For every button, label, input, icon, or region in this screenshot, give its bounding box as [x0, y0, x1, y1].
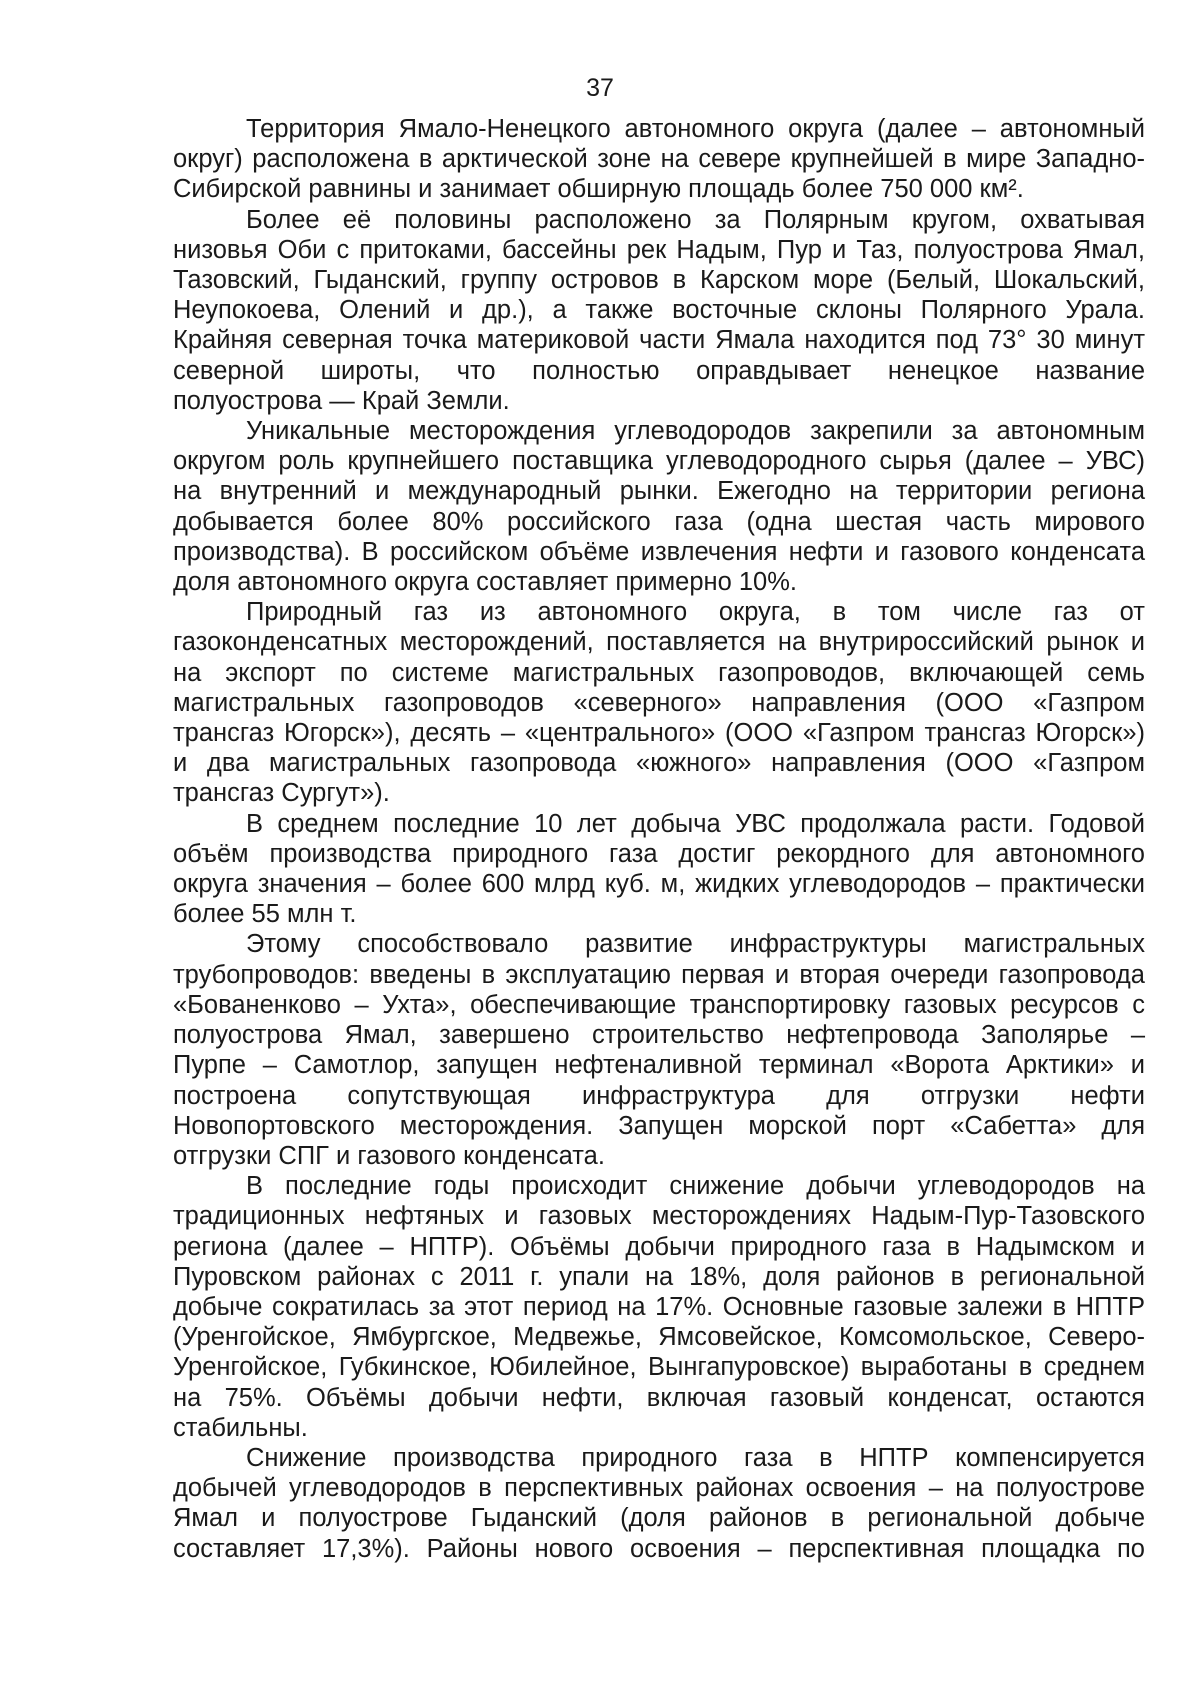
- text-line: традиционных нефтяных и газовых месторождениях Надым-Пур-Тазовского: [173, 1202, 1145, 1231]
- text-line: построена сопутствующая инфраструктура для отгрузки нефти: [173, 1081, 1145, 1110]
- text-line: отгрузки СПГ и газового конденсата.: [173, 1141, 605, 1170]
- paragraph: [173, 597, 1145, 808]
- text-line: Сибирской равнины и занимает обширную площадь более 750 000 км².: [173, 175, 1024, 204]
- text-line: округа значения – более 600 млрд куб. м, жидких углеводородов – практически: [173, 870, 1145, 899]
- paragraph: [173, 114, 1145, 205]
- text-line: трансгаз Сургут»).: [173, 779, 390, 808]
- text-line: трансгаз Югорск»), десять – «центрального» (ООО «Газпром трансгаз Югорск»): [173, 719, 1145, 748]
- text-line: Территория Ямало-Ненецкого автономного округа (далее – автономный: [246, 115, 1145, 143]
- text-line: добывается более 80% российского газа (одна шестая часть мирового: [173, 507, 1145, 536]
- text-line: полуострова — Край Земли.: [173, 386, 510, 415]
- text-line: Неупокоева, Олений и др.), а также восточные склоны Полярного Урала.: [173, 296, 1145, 325]
- document-body: [173, 114, 1145, 1564]
- text-line: региона (далее – НПТР). Объёмы добычи природного газа в Надымском и: [173, 1232, 1145, 1261]
- text-line: (Уренгойское, Ямбургское, Медвежье, Ямсовейское, Комсомольское, Северо-: [173, 1323, 1145, 1352]
- text-line: газоконденсатных месторождений, поставляется на внутрироссийский рынок и: [173, 628, 1145, 657]
- paragraph: [173, 416, 1145, 597]
- text-line: Этому способствовало развитие инфраструктуры магистральных: [246, 930, 1145, 959]
- text-line: В последние годы происходит снижение добычи углеводородов на: [246, 1172, 1145, 1201]
- text-line: Уникальные месторождения углеводородов закрепили за автономным: [246, 417, 1145, 446]
- text-line: Более её половины расположено за Полярным кругом, охватывая: [246, 205, 1145, 234]
- text-line: и два магистральных газопровода «южного» направления (ООО «Газпром: [173, 749, 1145, 778]
- text-line: добычей углеводородов в перспективных районах освоения – на полуострове: [173, 1474, 1145, 1503]
- paragraph: [173, 1443, 1145, 1564]
- text-line: добыче сократилась за этот период на 17%. Основные газовые залежи в НПТР: [173, 1292, 1145, 1321]
- text-line: северной широты, что полностью оправдывает ненецкое название: [173, 356, 1145, 385]
- text-line: доля автономного округа составляет примерно 10%.: [173, 568, 797, 597]
- text-line: на экспорт по системе магистральных газопроводов, включающей семь: [173, 658, 1145, 687]
- text-line: трубопроводов: введены в эксплуатацию первая и вторая очереди газопровода: [173, 960, 1145, 989]
- text-line: Уренгойское, Губкинское, Юбилейное, Вынгапуровское) выработаны в среднем: [173, 1353, 1145, 1382]
- text-line: В среднем последние 10 лет добыча УВС продолжала расти. Годовой: [246, 809, 1145, 838]
- text-line: округом роль крупнейшего поставщика углеводородного сырья (далее – УВС): [173, 447, 1145, 476]
- text-line: объём производства природного газа достиг рекордного для автономного: [173, 839, 1145, 868]
- text-line: Ямал и полуострове Гыданский (доля районов в региональной добыче: [173, 1504, 1145, 1533]
- text-line: более 55 млн т.: [173, 900, 357, 929]
- text-line: Новопортовского месторождения. Запущен морской порт «Сабетта» для: [173, 1111, 1145, 1140]
- text-line: на внутренний и международный рынки. Ежегодно на территории региона: [173, 477, 1145, 506]
- text-line: «Бованенково – Ухта», обеспечивающие транспортировку газовых ресурсов с: [173, 990, 1145, 1019]
- text-line: Природный газ из автономного округа, в том числе газ от: [246, 598, 1145, 627]
- page-number: 37: [586, 74, 614, 102]
- text-line: производства). В российском объёме извлечения нефти и газового конденсата: [173, 537, 1145, 566]
- text-line: Пурпе – Самотлор, запущен нефтеналивной терминал «Ворота Арктики» и: [173, 1051, 1145, 1080]
- paragraph: [173, 929, 1145, 1171]
- text-line: Снижение производства природного газа в НПТР компенсируется: [246, 1443, 1145, 1472]
- text-line: магистральных газопроводов «северного» направления (ООО «Газпром: [173, 688, 1145, 717]
- text-line: полуострова Ямал, завершено строительство нефтепровода Заполярье –: [173, 1021, 1145, 1050]
- paragraph: [173, 809, 1145, 930]
- text-line: стабильны.: [173, 1413, 308, 1442]
- paragraph: [173, 1171, 1145, 1443]
- text-line: на 75%. Объёмы добычи нефти, включая газовый конденсат, остаются: [173, 1383, 1145, 1412]
- text-line: Крайняя северная точка материковой части Ямала находится под 73° 30 минут: [173, 326, 1145, 355]
- paragraph: [173, 205, 1145, 416]
- text-line: Пуровском районах с 2011 г. упали на 18%, доля районов в региональной: [173, 1262, 1145, 1291]
- text-line: Тазовский, Гыданский, группу островов в Карском море (Белый, Шокальский,: [173, 266, 1145, 295]
- text-line: составляет 17,3%). Районы нового освоения – перспективная площадка по: [173, 1534, 1145, 1563]
- text-line: низовья Оби с притоками, бассейны рек Надым, Пур и Таз, полуострова Ямал,: [173, 235, 1145, 264]
- text-line: округ) расположена в арктической зоне на севере крупнейшей в мире Западно-: [173, 145, 1145, 174]
